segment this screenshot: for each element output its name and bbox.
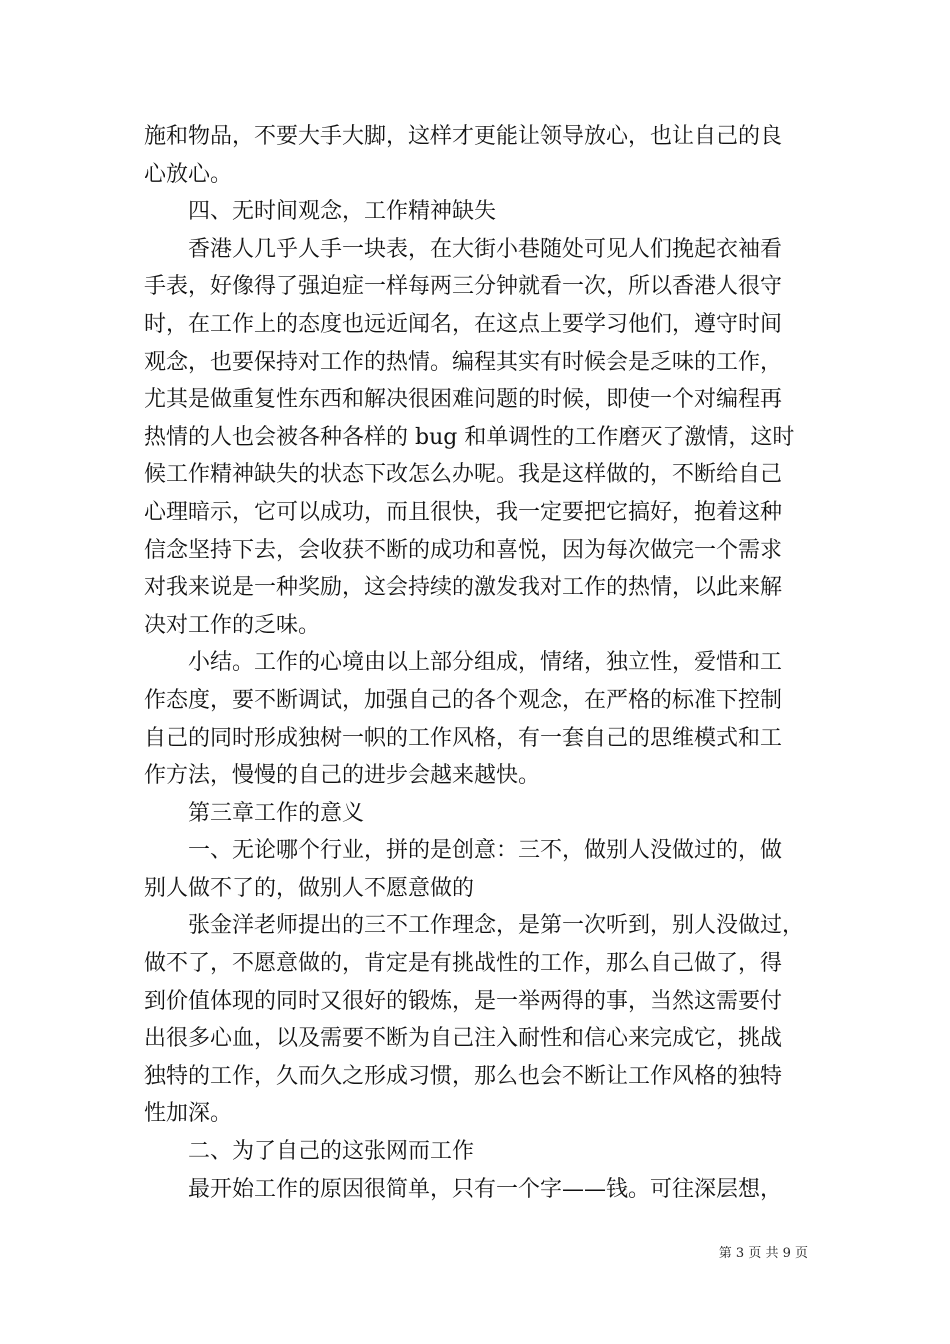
- text-line: 候工作精神缺失的状态下改怎么办呢。我是这样做的，不断给自己: [144, 462, 783, 488]
- page-number: 第 3 页 共 9 页: [718, 1246, 808, 1261]
- text-line: 决对工作的乏味。: [144, 612, 321, 638]
- text-line: 尤其是做重复性东西和解决很困难问题的时候，即使一个对编程再: [144, 387, 783, 413]
- text-line: 对我来说是一种奖励，这会持续的激发我对工作的热情，以此来解: [144, 575, 783, 601]
- text-line: 心放心。: [144, 161, 233, 187]
- text-line: 心理暗示，它可以成功，而且很快，我一定要把它搞好，抱着这种: [144, 499, 783, 525]
- text-line: 施和物品，不要大手大脚，这样才更能让领导放心，也让自己的良: [144, 124, 783, 149]
- section-heading: 四、无时间观念，工作精神缺失: [188, 199, 497, 225]
- text-line: 出很多心血，以及需要不断为自己注入耐性和信心来完成它，挑战: [144, 1026, 783, 1052]
- text-line: 自己的同时形成独树一帜的工作风格，有一套自己的思维模式和工: [144, 725, 783, 751]
- text-line: 别人做不了的，做别人不愿意做的: [144, 875, 475, 901]
- chapter-heading: 第三章工作的意义: [188, 800, 365, 826]
- text-line: 最开始工作的原因很简单，只有一个字——钱。可往深层想，: [188, 1176, 783, 1202]
- text-line: 到价值体现的同时又很好的锻炼，是一举两得的事，当然这需要付: [144, 988, 783, 1014]
- text-line: 香港人几乎人手一块表，在大街小巷随处可见人们挽起衣袖看: [188, 236, 783, 262]
- text-line: 信念坚持下去，会收获不断的成功和喜悦，因为每次做完一个需求: [144, 537, 783, 563]
- text-line: 张金洋老师提出的三不工作理念，是第一次听到，别人没做过，: [188, 913, 805, 939]
- text-line: 独特的工作，久而久之形成习惯，那么也会不断让工作风格的独特: [144, 1063, 783, 1089]
- document-body: [144, 118, 814, 1208]
- text-line: 做不了，不愿意做的，肯定是有挑战性的工作，那么自己做了，得: [144, 951, 783, 977]
- text-line: 手表，好像得了强迫症一样每两三分钟就看一次，所以香港人很守: [144, 274, 783, 300]
- section-heading: 一、无论哪个行业，拼的是创意：三不，做别人没做过的，做: [188, 838, 783, 864]
- text-line: 作方法，慢慢的自己的进步会越来越快。: [144, 763, 541, 789]
- section-heading: 二、为了自己的这张网而工作: [188, 1139, 475, 1165]
- text-line: 观念，也要保持对工作的热情。编程其实有时候会是乏味的工作，: [144, 349, 783, 375]
- text-line: 性加深。: [144, 1101, 233, 1127]
- text-line: 时，在工作上的态度也远近闻名，在这点上要学习他们，遵守时间: [144, 311, 783, 337]
- text-line: 热情的人也会被各种各样的 bug 和单调性的工作磨灭了激情，这时: [144, 424, 795, 450]
- text-line: 小结。工作的心境由以上部分组成，情绪，独立性，爱惜和工: [188, 650, 783, 676]
- text-line: 作态度，要不断调试，加强自己的各个观念，在严格的标准下控制: [144, 687, 783, 713]
